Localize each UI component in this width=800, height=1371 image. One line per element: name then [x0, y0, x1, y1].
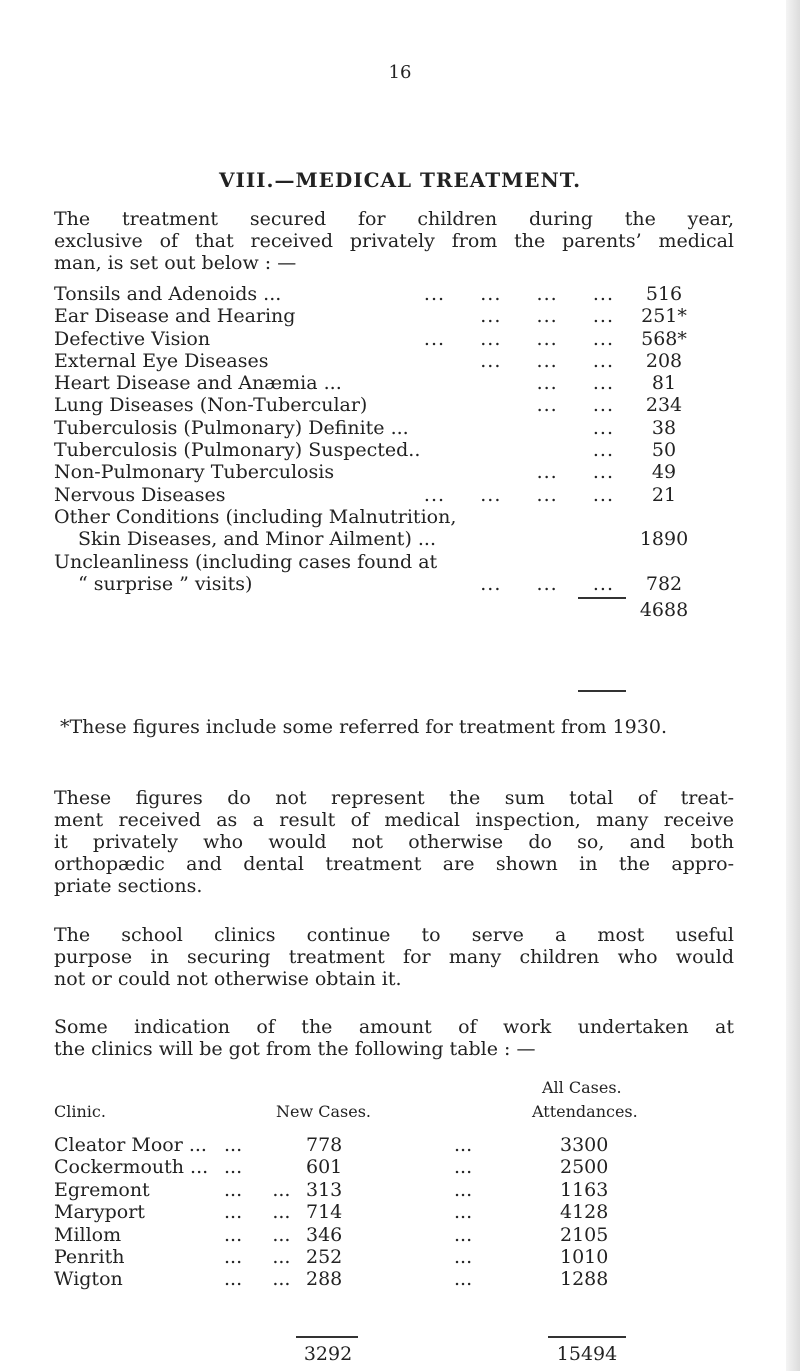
clinic-name: Cleator Moor ...: [54, 1134, 207, 1156]
leader-dots: ...: [224, 1134, 243, 1156]
treatment-row: [54, 573, 704, 595]
treatment-label: “ surprise ” visits): [78, 572, 253, 595]
leader-dots: ... ...: [536, 394, 614, 417]
leader-dots: ... ...: [224, 1268, 291, 1291]
clinic-row: [54, 1201, 694, 1223]
clinic-row: [54, 1134, 694, 1156]
new-cases-value: 288: [306, 1268, 343, 1291]
treatment-row: [54, 394, 704, 416]
footnote: *These figures include some referred for treatment from 1930.: [60, 716, 667, 738]
treatment-count: 21: [651, 483, 677, 506]
treatment-label: External Eye Diseases: [54, 349, 269, 372]
clinic-row: [54, 1224, 694, 1246]
leader-dots: ...: [454, 1268, 473, 1291]
total-new-cases: 3292: [303, 1343, 353, 1365]
intro-line: exclusive of that received privately from the parents’ medical: [54, 230, 734, 252]
leader-dots: ... ... ... ...: [423, 327, 614, 350]
clinic-row: [54, 1156, 694, 1178]
treatments-total: 4688: [639, 599, 689, 621]
leader-dots: ... ... ...: [480, 572, 614, 595]
clinic-name: Maryport: [54, 1201, 145, 1224]
new-cases-value: 601: [306, 1156, 343, 1179]
new-cases-value: 778: [306, 1134, 343, 1156]
treatment-label: Other Conditions (including Malnutrition,: [54, 505, 457, 528]
paragraph-line: These figures do not represent the sum total of treat-: [54, 787, 734, 809]
leader-dots: ... ... ...: [480, 349, 614, 372]
treatment-row: [54, 528, 704, 550]
treatment-count: 568*: [641, 327, 687, 350]
treatment-row: [54, 305, 704, 327]
treatment-label: Heart Disease and Anæmia ...: [54, 372, 342, 395]
header-all-cases: All Cases.: [542, 1078, 622, 1097]
paragraph-line: purpose in securing treatment for many children who would: [54, 946, 734, 968]
page-number: 16: [388, 62, 412, 83]
treatment-count: 81: [651, 372, 677, 395]
paragraph-line: orthopædic and dental treatment are shown in the appro-: [54, 853, 734, 875]
leader-dots: ... ...: [536, 372, 614, 395]
intro-paragraph: [54, 208, 734, 274]
treatment-label: Lung Diseases (Non-Tubercular): [54, 394, 368, 417]
treatment-label: Ear Disease and Hearing: [54, 305, 296, 328]
leader-dots: ...: [454, 1246, 473, 1268]
attendances-value: 1163: [560, 1178, 609, 1201]
attendances-value: 3300: [560, 1134, 609, 1156]
new-cases-value: 714: [306, 1201, 343, 1224]
paragraph-line: The school clinics continue to serve a most useful: [54, 924, 734, 946]
treatment-count: 516: [645, 283, 683, 305]
clinic-name: Cockermouth ...: [54, 1156, 209, 1179]
leader-dots: ... ... ...: [480, 305, 614, 328]
treatment-label: Nervous Diseases: [54, 483, 226, 506]
treatments-table: [54, 283, 704, 595]
new-cases-value: 252: [306, 1246, 343, 1268]
treatment-row: [54, 372, 704, 394]
paragraph-line: it privately who would not otherwise do so, and both: [54, 831, 734, 853]
treatment-count: 234: [645, 394, 683, 417]
intro-line: man, is set out below : —: [54, 252, 297, 274]
clinics-total-rule-new: [296, 1336, 358, 1338]
paragraph-3: [54, 1016, 734, 1060]
treatment-label: Uncleanliness (including cases found at: [54, 550, 438, 573]
leader-dots: ... ...: [224, 1178, 291, 1201]
treatment-row: [54, 551, 704, 573]
header-attendances: Attendances.: [532, 1102, 638, 1121]
clinic-name: Egremont: [54, 1178, 150, 1201]
treatment-row: [54, 484, 704, 506]
treatment-label: Tuberculosis (Pulmonary) Definite ...: [54, 416, 409, 439]
leader-dots: ...: [592, 416, 614, 439]
treatment-label: Skin Diseases, and Minor Ailment) ...: [78, 528, 437, 551]
leader-dots: ... ...: [224, 1246, 291, 1268]
treatment-count: 49: [651, 461, 677, 484]
clinics-total-rule-att: [548, 1336, 626, 1338]
leader-dots: ...: [224, 1156, 243, 1179]
total-attendances: 15494: [556, 1343, 618, 1365]
treatment-label: Defective Vision: [54, 327, 211, 350]
clinic-row: [54, 1246, 694, 1268]
paragraph-line: the clinics will be got from the following table : —: [54, 1038, 536, 1060]
leader-dots: ... ...: [224, 1223, 291, 1246]
leader-dots: ...: [592, 439, 614, 462]
leader-dots: ... ... ... ...: [423, 483, 614, 506]
clinic-name: Millom: [54, 1223, 122, 1246]
attendances-value: 1010: [560, 1246, 609, 1268]
leader-dots: ...: [454, 1223, 473, 1246]
clinic-name: Penrith: [54, 1246, 125, 1268]
treatment-count: 38: [651, 416, 677, 439]
header-new-cases: New Cases.: [276, 1102, 372, 1121]
treatment-row: [54, 461, 704, 483]
attendances-value: 4128: [560, 1201, 609, 1224]
treatment-count: 208: [645, 349, 683, 372]
leader-dots: ...: [454, 1134, 473, 1156]
leader-dots: ...: [454, 1201, 473, 1224]
treatment-row: [54, 439, 704, 461]
new-cases-value: 313: [306, 1178, 343, 1201]
header-clinic: Clinic.: [54, 1102, 106, 1121]
treatment-row: [54, 506, 704, 528]
leader-dots: ...: [454, 1178, 473, 1201]
clinic-name: Wigton: [54, 1268, 123, 1291]
treatment-label: Tonsils and Adenoids ...: [54, 283, 282, 305]
treatment-count: 50: [651, 439, 677, 462]
attendances-value: 1288: [560, 1268, 609, 1291]
clinic-row: [54, 1268, 694, 1290]
treatments-total-row: [54, 599, 704, 621]
treatment-row: [54, 283, 704, 305]
paragraph-line: not or could not otherwise obtain it.: [54, 968, 402, 990]
total-rule-bottom: [578, 690, 626, 692]
clinic-row: [54, 1179, 694, 1201]
treatment-count: 251*: [641, 305, 687, 328]
treatment-label: Tuberculosis (Pulmonary) Suspected..: [54, 439, 421, 462]
section-title: VIII.—MEDICAL TREATMENT.: [218, 168, 582, 192]
leader-dots: ...: [454, 1156, 473, 1179]
leader-dots: ... ...: [536, 461, 614, 484]
treatment-row: [54, 328, 704, 350]
treatment-label: Non-Pulmonary Tuberculosis: [54, 461, 335, 484]
treatment-row: [54, 350, 704, 372]
intro-line: The treatment secured for children during the year,: [54, 208, 734, 230]
attendances-value: 2500: [560, 1156, 609, 1179]
leader-dots: ... ...: [224, 1201, 291, 1224]
paragraph-line: ment received as a result of medical inspection, many receive: [54, 809, 734, 831]
treatment-count: 782: [645, 572, 683, 595]
page-edge-shadow: [786, 0, 800, 1371]
paragraph-line: priate sections.: [54, 875, 203, 897]
treatment-count: 1890: [639, 528, 689, 551]
new-cases-value: 346: [306, 1223, 343, 1246]
leader-dots: ... ... ... ...: [423, 283, 614, 305]
paragraph-2: [54, 924, 734, 990]
attendances-value: 2105: [560, 1223, 609, 1246]
paragraph-line: Some indication of the amount of work undertaken at: [54, 1016, 734, 1038]
paragraph-1: [54, 787, 734, 897]
treatment-row: [54, 417, 704, 439]
